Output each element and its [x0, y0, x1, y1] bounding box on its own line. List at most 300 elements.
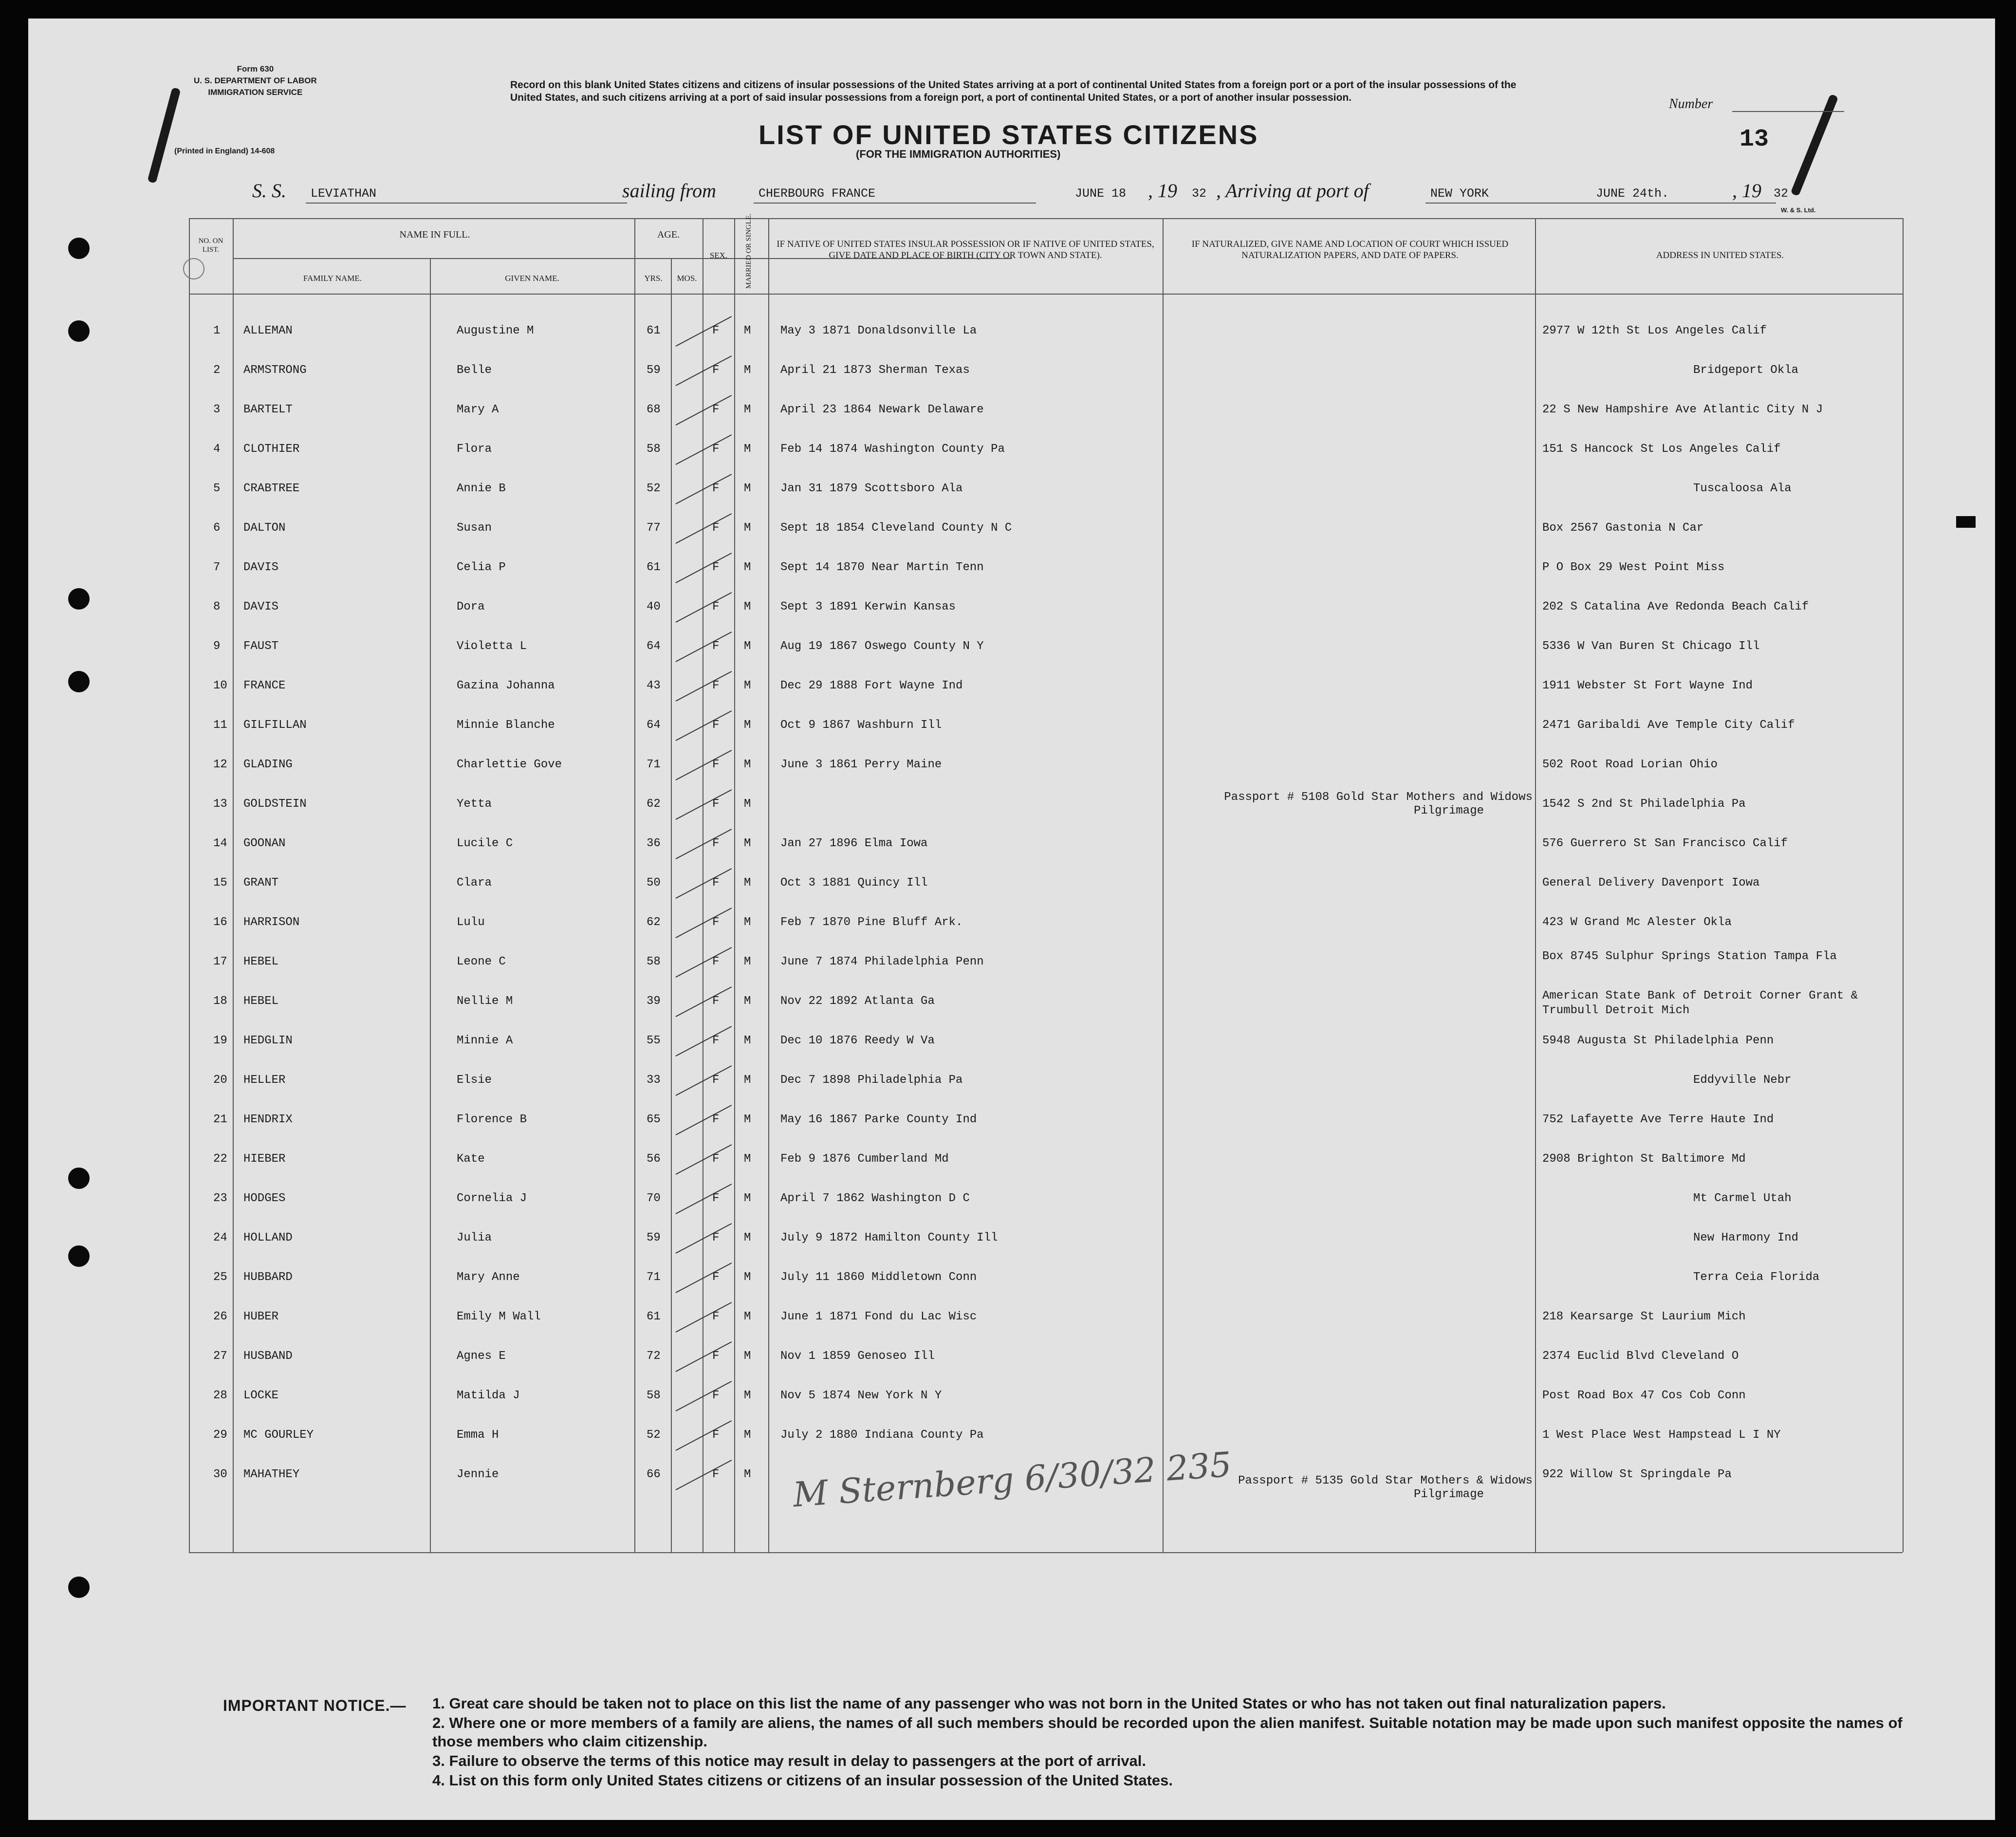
header-sex: SEX.: [709, 251, 728, 260]
cell-no: 23: [213, 1192, 227, 1205]
passenger-row: [28, 1192, 1903, 1208]
cell-sex: F: [712, 1034, 720, 1047]
passport-note-line: Passport # 5108 Gold Star Mothers and Widows: [1224, 791, 1533, 804]
cell-address: 5336 W Van Buren St Chicago Ill: [1542, 640, 1760, 653]
cell-ms: M: [744, 719, 751, 732]
cell-no: 27: [213, 1350, 227, 1363]
cell-birth: Dec 29 1888 Fort Wayne Ind: [780, 679, 963, 692]
cell-given: Jennie: [457, 1468, 499, 1481]
check-tick-mark: [676, 789, 732, 820]
cell-age: 58: [647, 1389, 661, 1402]
cell-given: Elsie: [457, 1074, 492, 1087]
passenger-row: [28, 1231, 1903, 1248]
manifest-page: [28, 19, 1995, 1820]
header-native-birth: IF NATIVE OF UNITED STATES INSULAR POSSESSION OR IF NATIVE OF UNITED STATES, GIVE DATE AND PLACE OF BIRTH (CITY OR TOWN AND STATE).: [777, 239, 1154, 260]
cell-address: 1911 Webster St Fort Wayne Ind: [1542, 679, 1753, 692]
cell-address: 151 S Hancock St Los Angeles Calif: [1542, 443, 1781, 456]
cell-address: 1 West Place West Hampstead L I NY: [1542, 1429, 1781, 1442]
cell-age: 71: [647, 758, 661, 771]
cell-address: American State Bank of Detroit Corner Grant & Trumbull Detroit Mich: [1542, 989, 1858, 1017]
cell-age: 59: [647, 1231, 661, 1244]
check-tick-mark: [676, 355, 732, 386]
page-title: LIST OF UNITED STATES CITIZENS: [758, 119, 1259, 150]
cell-sex: F: [712, 1389, 720, 1402]
cell-birth: July 2 1880 Indiana County Pa: [780, 1429, 984, 1442]
circle-mark: [183, 258, 204, 279]
cell-ms: M: [744, 1231, 751, 1244]
cell-address: New Harmony Ind: [1693, 1231, 1799, 1244]
cell-family: MC GOURLEY: [243, 1429, 314, 1442]
check-tick-mark: [676, 1460, 732, 1490]
notice-item: 4. List on this form only United States citizens or citizens of an insular possession of the United States.: [432, 1772, 1173, 1789]
cell-address: 1542 S 2nd St Philadelphia Pa: [1542, 798, 1746, 811]
cell-given: Cornelia J: [457, 1192, 527, 1205]
sheet-number: 13: [1739, 126, 1769, 153]
check-tick-mark: [676, 908, 732, 938]
cell-family: GOONAN: [243, 837, 286, 850]
cell-ms: M: [744, 482, 751, 495]
passport-note: [1167, 791, 1533, 818]
cell-family: HARRISON: [243, 916, 300, 929]
cell-birth: July 11 1860 Middletown Conn: [780, 1271, 977, 1284]
arriving-label: , Arriving at port of: [1216, 180, 1369, 202]
cell-address: P O Box 29 West Point Miss: [1542, 561, 1725, 574]
cell-birth: April 23 1864 Newark Delaware: [780, 403, 984, 416]
cell-sex: F: [712, 1192, 720, 1205]
cell-address: Mt Carmel Utah: [1693, 1192, 1792, 1205]
page-subtitle: (FOR THE IMMIGRATION AUTHORITIES): [856, 148, 1061, 160]
cell-age: 77: [647, 521, 661, 535]
cell-given: Emily M Wall: [457, 1310, 541, 1323]
cell-no: 19: [213, 1034, 227, 1047]
cell-given: Emma H: [457, 1429, 499, 1442]
cell-sex: F: [712, 600, 720, 613]
cell-given: Violetta L: [457, 640, 527, 653]
passenger-row: [28, 950, 1903, 972]
check-tick-mark: [676, 829, 732, 859]
cell-ms: M: [744, 1192, 751, 1205]
departure-date: JUNE 18: [1075, 186, 1127, 201]
form-service: IMMIGRATION SERVICE: [208, 88, 303, 97]
check-tick-mark: [676, 592, 732, 623]
cell-ms: M: [744, 1468, 751, 1481]
passenger-row: [28, 719, 1903, 735]
passenger-row: [28, 482, 1903, 499]
check-tick-mark: [676, 1341, 732, 1372]
cell-no: 28: [213, 1389, 227, 1402]
cell-sex: F: [712, 403, 720, 416]
cell-age: 33: [647, 1074, 661, 1087]
cell-family: GOLDSTEIN: [243, 798, 307, 811]
cell-no: 20: [213, 1074, 227, 1087]
cell-ms: M: [744, 324, 751, 337]
cell-given: Florence B: [457, 1113, 527, 1126]
cell-age: 52: [647, 1429, 661, 1442]
cell-address: Tuscaloosa Ala: [1693, 482, 1792, 495]
cell-age: 70: [647, 1192, 661, 1205]
header-family-name: FAMILY NAME.: [303, 274, 362, 283]
cell-address: 576 Guerrero St San Francisco Calif: [1542, 837, 1788, 850]
check-tick-mark: [676, 1026, 732, 1057]
cell-family: HEDGLIN: [243, 1034, 293, 1047]
cell-given: Kate: [457, 1152, 485, 1166]
cell-family: BARTELT: [243, 403, 293, 416]
check-tick-mark: [676, 513, 732, 544]
cell-birth: Jan 31 1879 Scottsboro Ala: [780, 482, 963, 495]
cell-sex: F: [712, 679, 720, 692]
cell-ms: M: [744, 837, 751, 850]
passenger-row: [28, 521, 1903, 538]
cell-age: 65: [647, 1113, 661, 1126]
cell-family: ALLEMAN: [243, 324, 293, 337]
cell-family: GILFILLAN: [243, 719, 307, 732]
cell-age: 61: [647, 561, 661, 574]
passenger-row: [28, 443, 1903, 459]
form-info: [194, 63, 317, 98]
cell-family: HIEBER: [243, 1152, 286, 1166]
cell-ms: M: [744, 1350, 751, 1363]
cell-no: 25: [213, 1271, 227, 1284]
cell-sex: F: [712, 1074, 720, 1087]
cell-address: Terra Ceia Florida: [1693, 1271, 1820, 1284]
number-label: Number: [1669, 96, 1713, 111]
cell-ms: M: [744, 521, 751, 535]
cell-given: Yetta: [457, 798, 492, 811]
header-age-months: MOS.: [677, 274, 697, 283]
cell-address: 2471 Garibaldi Ave Temple City Calif: [1542, 719, 1795, 732]
cell-ms: M: [744, 561, 751, 574]
sailing-from-label: sailing from: [622, 180, 716, 202]
cell-ms: M: [744, 364, 751, 377]
notice-heading: IMPORTANT NOTICE.—: [223, 1697, 407, 1714]
cell-address: 5948 Augusta St Philadelphia Penn: [1542, 1034, 1774, 1047]
cell-family: DALTON: [243, 521, 286, 535]
check-tick-mark: [676, 710, 732, 741]
cell-age: 66: [647, 1468, 661, 1481]
cell-sex: F: [712, 758, 720, 771]
cell-given: Minnie A: [457, 1034, 513, 1047]
check-tick-mark: [676, 1144, 732, 1175]
underline: [1425, 203, 1776, 204]
table-bottom-rule: [189, 1552, 1903, 1553]
header-bottom-rule: [189, 294, 1903, 295]
number-underline: [1732, 111, 1844, 112]
cell-given: Leone C: [457, 955, 506, 968]
cell-no: 12: [213, 758, 227, 771]
cell-sex: F: [712, 561, 720, 574]
header-married-single: MARRIED OR SINGLE.: [745, 213, 753, 289]
cell-family: CRABTREE: [243, 482, 300, 495]
cell-family: HUBER: [243, 1310, 279, 1323]
passenger-row: [28, 1429, 1903, 1445]
header-given-name: GIVEN NAME.: [505, 274, 559, 283]
passenger-row: [28, 876, 1903, 893]
cell-age: 52: [647, 482, 661, 495]
cell-ms: M: [744, 443, 751, 456]
check-tick-mark: [676, 947, 732, 978]
cell-given: Clara: [457, 876, 492, 890]
check-tick-mark: [676, 1302, 732, 1333]
passport-note-line: Pilgrimage: [1413, 1488, 1484, 1501]
cell-birth: April 21 1873 Sherman Texas: [780, 364, 970, 377]
cell-sex: F: [712, 876, 720, 890]
cell-ms: M: [744, 640, 751, 653]
cell-age: 59: [647, 364, 661, 377]
cell-ms: M: [744, 955, 751, 968]
arrival-year: 32: [1774, 186, 1789, 201]
passenger-row: [28, 679, 1903, 696]
check-tick-mark: [676, 553, 732, 583]
cell-ms: M: [744, 1389, 751, 1402]
cell-ms: M: [744, 798, 751, 811]
cell-birth: May 3 1871 Donaldsonville La: [780, 324, 977, 337]
cell-ms: M: [744, 1074, 751, 1087]
notice-item: 1. Great care should be taken not to place on this list the name of any passenger who was not born in the United States or who has not taken out final naturalization papers.: [432, 1695, 1666, 1712]
cell-family: HOLLAND: [243, 1231, 293, 1244]
cell-address: Eddyville Nebr: [1693, 1074, 1792, 1087]
cell-birth: Sept 14 1870 Near Martin Tenn: [780, 561, 984, 574]
cell-ms: M: [744, 1152, 751, 1166]
cell-sex: F: [712, 443, 720, 456]
cell-address: 202 S Catalina Ave Redonda Beach Calif: [1542, 600, 1809, 613]
register-mark: [1956, 516, 1976, 528]
cell-given: Minnie Blanche: [457, 719, 555, 732]
cell-ms: M: [744, 758, 751, 771]
cell-no: 26: [213, 1310, 227, 1323]
cell-given: Mary Anne: [457, 1271, 520, 1284]
cell-birth: Dec 10 1876 Reedy W Va: [780, 1034, 935, 1047]
cell-no: 14: [213, 837, 227, 850]
cell-family: GRANT: [243, 876, 279, 890]
cell-given: Belle: [457, 364, 492, 377]
cell-ms: M: [744, 995, 751, 1008]
passenger-row: [28, 989, 1903, 1017]
year-prefix: , 19: [1148, 180, 1177, 202]
cell-family: ARMSTRONG: [243, 364, 307, 377]
cell-age: 58: [647, 955, 661, 968]
cell-sex: F: [712, 1113, 720, 1126]
passenger-row: [28, 1034, 1903, 1051]
cell-address: 2374 Euclid Blvd Cleveland O: [1542, 1350, 1739, 1363]
punch-hole: [68, 1168, 90, 1189]
check-tick-mark: [676, 1065, 732, 1096]
passenger-row: [28, 1389, 1903, 1406]
cell-family: CLOTHIER: [243, 443, 300, 456]
arrival-port: NEW YORK: [1430, 186, 1489, 201]
cell-given: Agnes E: [457, 1350, 506, 1363]
underline: [754, 203, 1036, 204]
notice-item: 2. Where one or more members of a family are aliens, the names of all such members should be recorded upon the alien manifest. Suitable notation may be made upon such manifest opposite the names of those members who claim citizenship.: [432, 1714, 1903, 1750]
check-tick-mark: [676, 1262, 732, 1293]
cell-birth: June 1 1871 Fond du Lac Wisc: [780, 1310, 977, 1323]
cell-birth: Dec 7 1898 Philadelphia Pa: [780, 1074, 963, 1087]
cell-no: 7: [213, 561, 221, 574]
cell-sex: F: [712, 1310, 720, 1323]
cell-sex: F: [712, 1271, 720, 1284]
passenger-row: [28, 364, 1903, 380]
cell-given: Susan: [457, 521, 492, 535]
cell-ms: M: [744, 679, 751, 692]
passenger-row: [28, 1152, 1903, 1169]
cell-address: 423 W Grand Mc Alester Okla: [1542, 916, 1732, 929]
cell-no: 13: [213, 798, 227, 811]
check-tick-mark: [676, 1223, 732, 1254]
signature-stamp: M Sternberg 6/30/32 235: [792, 1444, 1233, 1515]
cell-given: Charlettie Gove: [457, 758, 562, 771]
cell-no: 17: [213, 955, 227, 968]
cell-given: Gazina Johanna: [457, 679, 555, 692]
cell-sex: F: [712, 482, 720, 495]
cell-sex: F: [712, 1350, 720, 1363]
cell-age: 62: [647, 916, 661, 929]
cell-family: DAVIS: [243, 600, 279, 613]
cell-age: 36: [647, 837, 661, 850]
cell-no: 5: [213, 482, 221, 495]
cell-birth: Oct 3 1881 Quincy Ill: [780, 876, 928, 890]
cell-birth: Jan 27 1896 Elma Iowa: [780, 837, 928, 850]
cell-age: 71: [647, 1271, 661, 1284]
cell-birth: Oct 9 1867 Washburn Ill: [780, 719, 942, 732]
cell-given: Annie B: [457, 482, 506, 495]
cell-no: 15: [213, 876, 227, 890]
cell-sex: F: [712, 837, 720, 850]
cell-given: Celia P: [457, 561, 506, 574]
cell-family: FAUST: [243, 640, 279, 653]
cell-address: 218 Kearsarge St Laurium Mich: [1542, 1310, 1746, 1323]
cell-age: 72: [647, 1350, 661, 1363]
cell-ms: M: [744, 1429, 751, 1442]
passenger-row: [28, 1271, 1903, 1287]
cell-birth: May 16 1867 Parke County Ind: [780, 1113, 977, 1126]
cell-age: 61: [647, 1310, 661, 1323]
form-number: Form 630: [237, 64, 274, 74]
cell-family: HENDRIX: [243, 1113, 293, 1126]
cell-family: HUSBAND: [243, 1350, 293, 1363]
table-top-rule: [189, 218, 1903, 219]
check-tick-mark: [676, 316, 732, 347]
cell-birth: Sept 3 1891 Kerwin Kansas: [780, 600, 956, 613]
passenger-row: [28, 798, 1903, 814]
header-age-years: YRS.: [644, 274, 663, 283]
cell-given: Flora: [457, 443, 492, 456]
cell-family: HEBEL: [243, 955, 279, 968]
arrival-date: JUNE 24th.: [1596, 186, 1669, 201]
passenger-row: [28, 916, 1903, 932]
cell-given: Dora: [457, 600, 485, 613]
cell-ms: M: [744, 916, 751, 929]
cell-sex: F: [712, 1468, 720, 1481]
header-no-on-list: NO. ON LIST.: [198, 237, 223, 254]
passenger-row: [28, 1074, 1903, 1090]
cell-family: GLADING: [243, 758, 293, 771]
cell-address: Box 8745 Sulphur Springs Station Tampa Fla: [1542, 950, 1837, 963]
departure-year: 32: [1192, 186, 1207, 201]
cell-sex: F: [712, 640, 720, 653]
cell-no: 11: [213, 719, 227, 732]
cell-ms: M: [744, 600, 751, 613]
punch-hole: [68, 1577, 90, 1598]
cell-no: 3: [213, 403, 221, 416]
cell-given: Nellie M: [457, 995, 513, 1008]
passenger-row: [28, 1113, 1903, 1130]
cell-birth: April 7 1862 Washington D C: [780, 1192, 970, 1205]
check-tick-mark: [676, 1420, 732, 1451]
cell-family: MAHATHEY: [243, 1468, 300, 1481]
cell-address: Post Road Box 47 Cos Cob Conn: [1542, 1389, 1746, 1402]
header-name-in-full: NAME IN FULL.: [399, 229, 470, 240]
form-printed-note: (Printed in England) 14-608: [174, 147, 275, 155]
notice-item: 3. Failure to observe the terms of this notice may result in delay to passengers at the port of arrival.: [432, 1752, 1147, 1769]
cell-no: 22: [213, 1152, 227, 1166]
cell-age: 61: [647, 324, 661, 337]
cell-sex: F: [712, 719, 720, 732]
cell-birth: Sept 18 1854 Cleveland County N C: [780, 521, 1012, 535]
cell-sex: F: [712, 324, 720, 337]
cell-address: 2977 W 12th St Los Angeles Calif: [1542, 324, 1767, 337]
cell-age: 55: [647, 1034, 661, 1047]
column-rule: [1903, 218, 1904, 1552]
cell-address: 2908 Brighton St Baltimore Md: [1542, 1152, 1746, 1166]
cell-age: 64: [647, 640, 661, 653]
cell-birth: June 3 1861 Perry Maine: [780, 758, 942, 771]
cell-no: 24: [213, 1231, 227, 1244]
cell-ms: M: [744, 1113, 751, 1126]
passenger-row: [28, 1310, 1903, 1327]
passenger-row: [28, 1350, 1903, 1366]
cell-given: Matilda J: [457, 1389, 520, 1402]
punch-hole: [68, 238, 90, 259]
cell-age: 58: [647, 443, 661, 456]
check-tick-mark: [676, 986, 732, 1017]
header-age: AGE.: [657, 229, 680, 240]
cell-family: DAVIS: [243, 561, 279, 574]
header-naturalized: IF NATURALIZED, GIVE NAME AND LOCATION OF COURT WHICH ISSUED NATURALIZATION PAPERS, AND DATE OF PAPERS.: [1191, 239, 1509, 260]
departure-port: CHERBOURG FRANCE: [758, 186, 876, 201]
cell-no: 29: [213, 1429, 227, 1442]
cell-sex: F: [712, 995, 720, 1008]
cell-age: 50: [647, 876, 661, 890]
cell-sex: F: [712, 521, 720, 535]
passenger-row: [28, 837, 1903, 854]
underline: [306, 203, 627, 204]
cell-address: 922 Willow St Springdale Pa: [1542, 1468, 1732, 1481]
cell-birth: Nov 1 1859 Genoseo Ill: [780, 1350, 935, 1363]
cell-no: 8: [213, 600, 221, 613]
cell-address: 752 Lafayette Ave Terre Haute Ind: [1542, 1113, 1774, 1126]
cell-ms: M: [744, 403, 751, 416]
cell-no: 1: [213, 324, 221, 337]
cell-age: 43: [647, 679, 661, 692]
cell-age: 56: [647, 1152, 661, 1166]
cell-no: 10: [213, 679, 227, 692]
cell-age: 68: [647, 403, 661, 416]
cell-given: Lulu: [457, 916, 485, 929]
check-tick-mark: [676, 474, 732, 504]
arrival-year-prefix: , 19: [1732, 180, 1761, 202]
cell-family: HELLER: [243, 1074, 286, 1087]
form-department: U. S. DEPARTMENT OF LABOR: [194, 76, 317, 85]
cell-sex: F: [712, 1152, 720, 1166]
check-tick-mark: [676, 750, 732, 780]
passenger-row: [28, 758, 1903, 775]
cell-age: 64: [647, 719, 661, 732]
cell-address: General Delivery Davenport Iowa: [1542, 876, 1760, 890]
voyage-line: [28, 179, 1995, 208]
ship-name: LEVIATHAN: [311, 186, 377, 201]
check-tick-mark: [676, 1381, 732, 1411]
cell-birth: Feb 7 1870 Pine Bluff Ark.: [780, 916, 963, 929]
cell-no: 4: [213, 443, 221, 456]
